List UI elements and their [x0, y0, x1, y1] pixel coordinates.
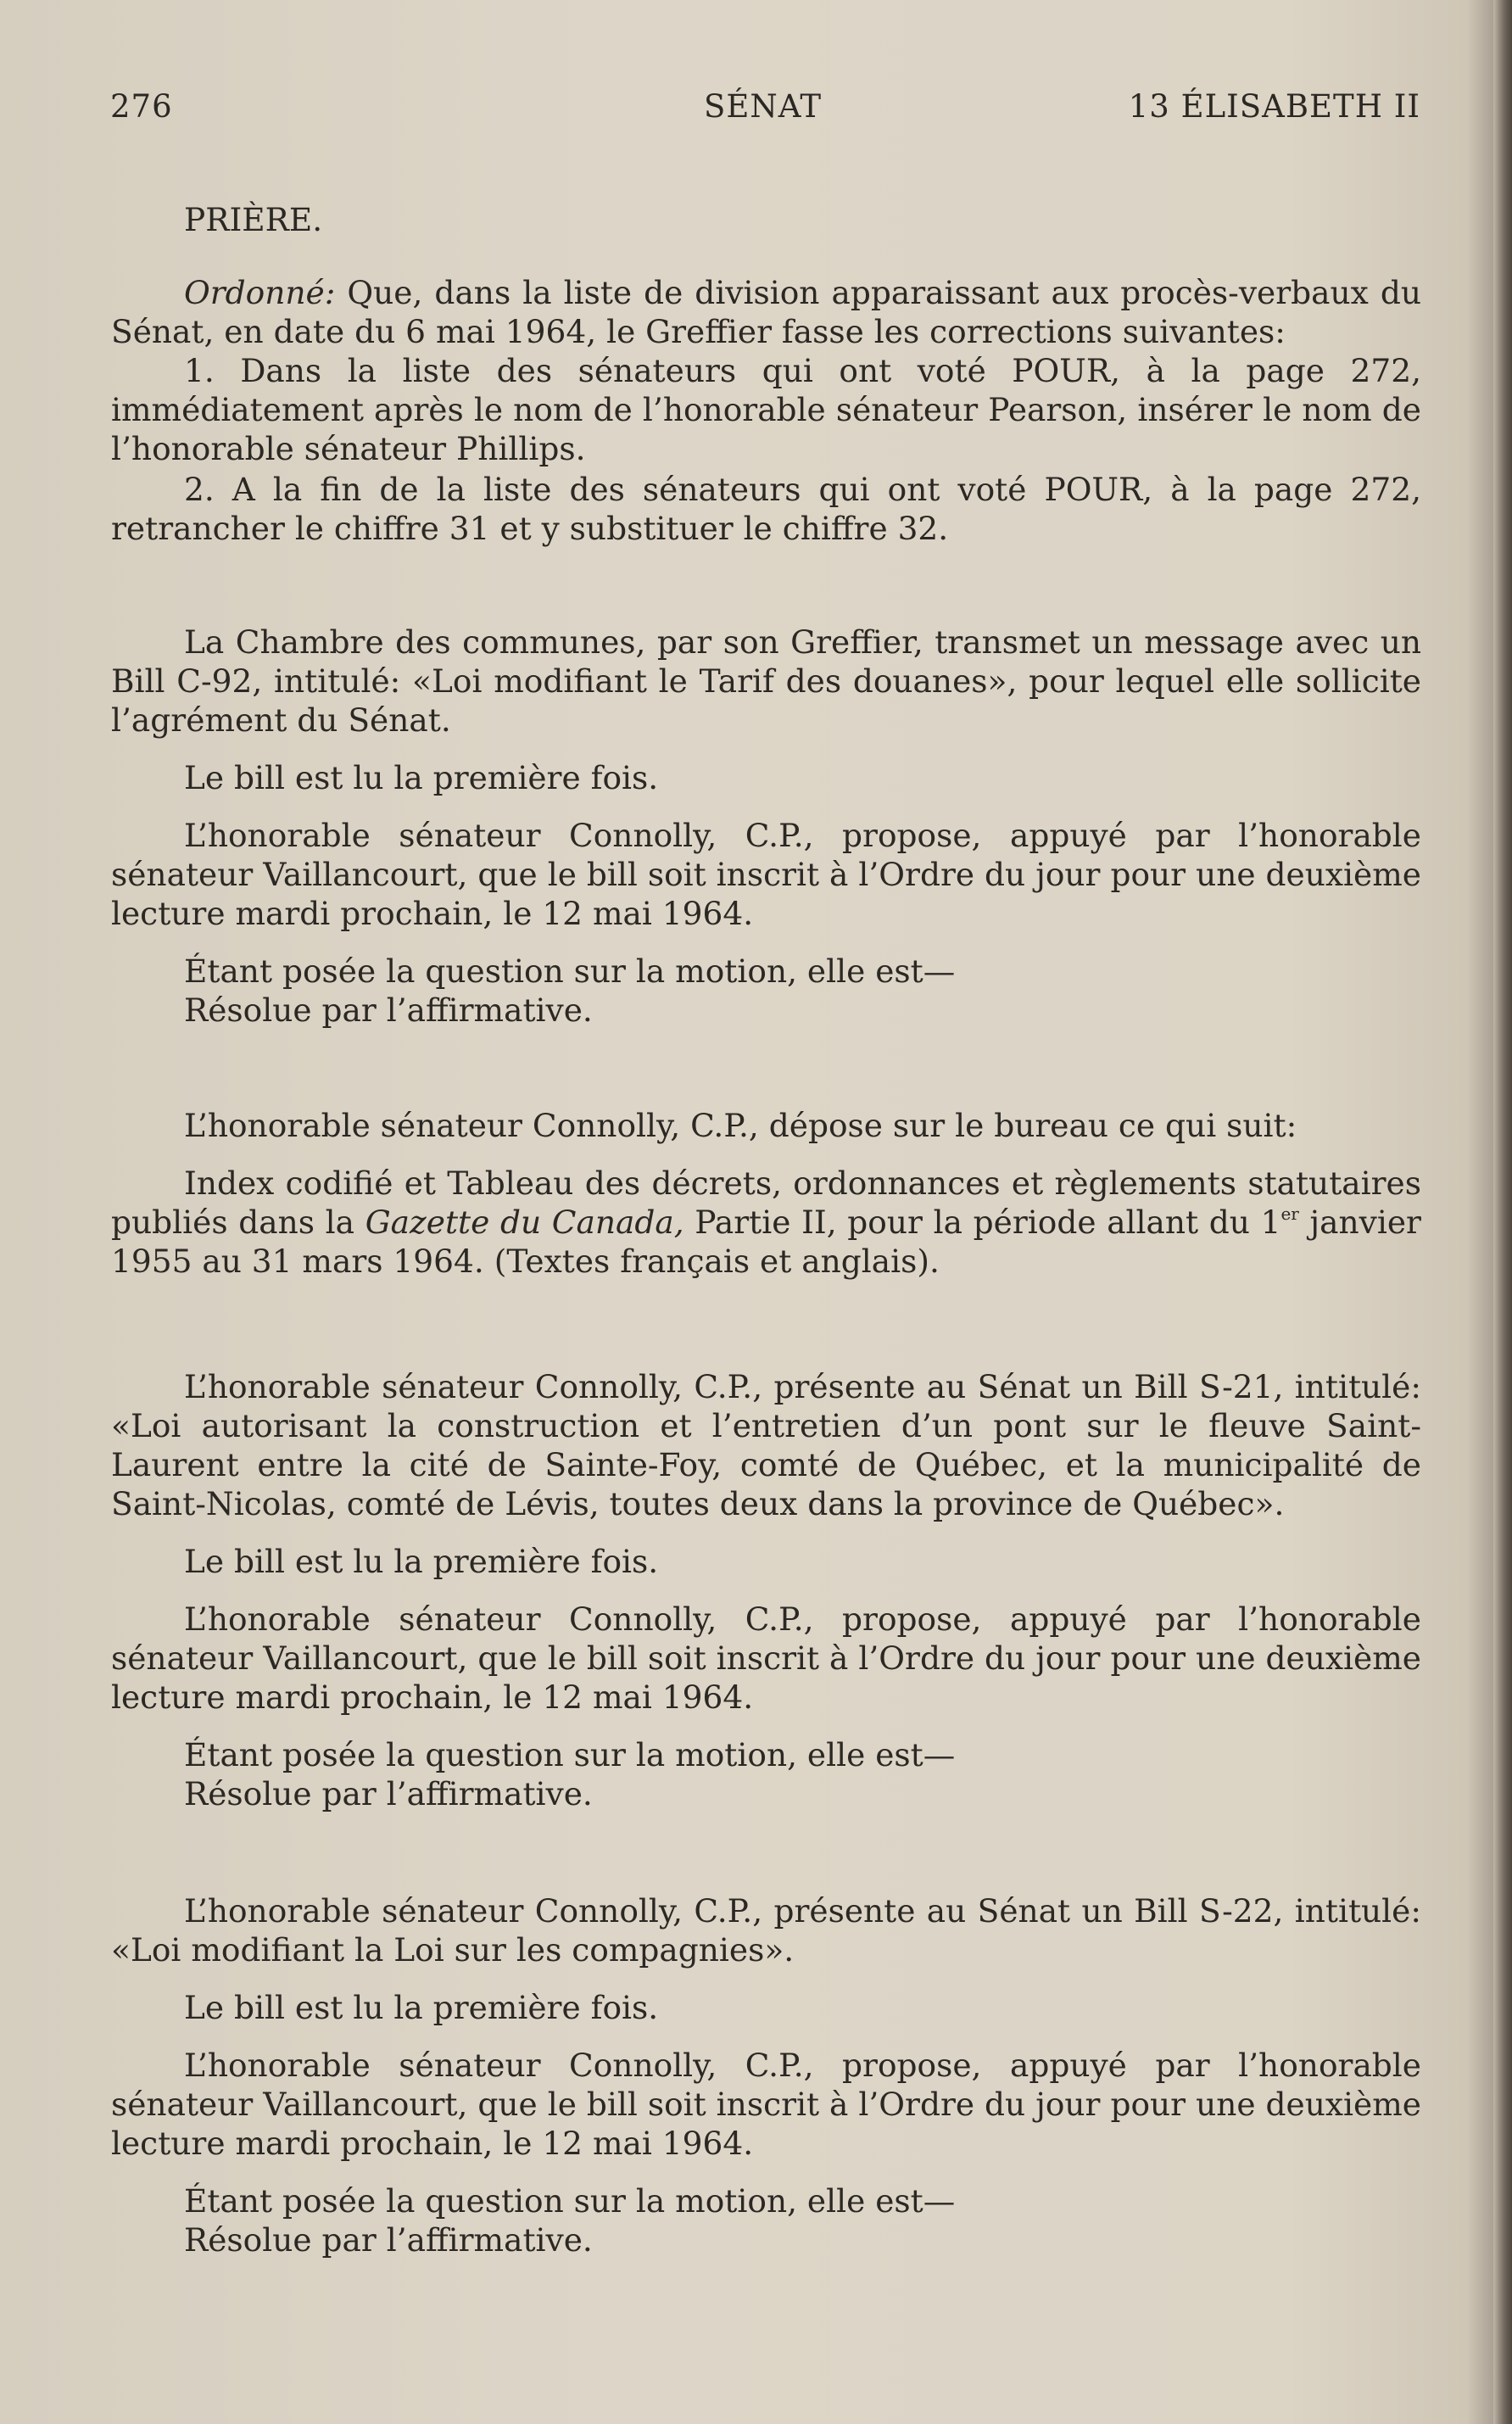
order-paragraph — [111, 273, 1421, 351]
index-text-start: Index codifié et Tableau des décrets, ordonnances et règlements statutaires publiés dans la — [111, 1165, 1421, 1241]
s21-motion: L’honorable sénateur Connolly, C.P., propose, appuyé par l’honorable sénateur Vaillancourt, que le bill soit inscrit à l’Ordre du jour pour une deuxième lecture mardi prochain, le 12 mai 1964. — [111, 1600, 1421, 1716]
header-regnal-year: 13 ÉLISABETH II — [1128, 88, 1420, 125]
tabling-intro: L’honorable sénateur Connolly, C.P., dépose sur le bureau ce qui suit: — [184, 1107, 1297, 1144]
s21-first-reading: Le bill est lu la première fois. — [184, 1543, 659, 1580]
ordinal-suffix: er — [1280, 1204, 1299, 1224]
header-title: SÉNAT — [704, 88, 823, 125]
s22-result: Résolue par l’affirmative. — [184, 2221, 593, 2259]
correction-item-2: 2. A la fin de la liste des sénateurs qui ont voté POUR, à la page 272, retrancher le chiffre 31 et y substituer le chiffre 32. — [111, 471, 1421, 547]
page-body — [111, 200, 1421, 2259]
index-text-middle: Partie II, pour la période allant du 1 — [683, 1204, 1281, 1241]
c92-message: La Chambre des communes, par son Greffier, transmet un message avec un Bill C-92, intitulé: «Loi modifiant le Tarif des douanes», pour lequel elle sollicite l’agrément du Sénat. — [111, 623, 1421, 739]
page-edge-shadow — [1493, 0, 1512, 2424]
gazette-title: Gazette du Canada, — [365, 1204, 684, 1241]
s22-presentation: L’honorable sénateur Connolly, C.P., présente au Sénat un Bill S-22, intitulé: «Loi modifiant la Loi sur les compagnies». — [111, 1892, 1421, 1969]
s21-presentation: L’honorable sénateur Connolly, C.P., présente au Sénat un Bill S-21, intitulé: «Loi autorisant la construction et l’entretien d’un pont sur le fleuve Saint-Laurent entre la cité de Sainte-Foy, comté de Québec, et la municipalité de Saint-Nicolas, comté de Lévis, toutes deux dans la province de Québec». — [111, 1368, 1421, 1522]
prayer-heading: PRIÈRE. — [184, 201, 323, 238]
order-text: Que, dans la liste de division apparaissant aux procès-verbaux du Sénat, en date du 6 mai 1964, le Greffier fasse les corrections suivantes: — [111, 274, 1421, 350]
page-number: 276 — [110, 88, 173, 125]
c92-first-reading: Le bill est lu la première fois. — [184, 759, 659, 796]
c92-motion: L’honorable sénateur Connolly, C.P., propose, appuyé par l’honorable sénateur Vaillancourt, que le bill soit inscrit à l’Ordre du jour pour une deuxième lecture mardi prochain, le 12 mai 1964. — [111, 817, 1421, 932]
s21-result: Résolue par l’affirmative. — [184, 1775, 593, 1812]
running-header — [110, 88, 1420, 131]
c92-question: Étant posée la question sur la motion, elle est— — [184, 952, 956, 990]
s22-motion: L’honorable sénateur Connolly, C.P., propose, appuyé par l’honorable sénateur Vaillancourt, que le bill soit inscrit à l’Ordre du jour pour une deuxième lecture mardi prochain, le 12 mai 1964. — [111, 2047, 1421, 2162]
c92-result: Résolue par l’affirmative. — [184, 991, 593, 1029]
s22-first-reading: Le bill est lu la première fois. — [184, 1989, 659, 2026]
s21-question: Étant posée la question sur la motion, elle est— — [184, 1736, 956, 1773]
s22-question: Étant posée la question sur la motion, elle est— — [184, 2182, 956, 2220]
index-text-end: janvier 1955 au 31 mars 1964. (Textes français et anglais). — [111, 1204, 1421, 1280]
tabling-index — [111, 1164, 1421, 1281]
order-label: Ordonné: — [184, 274, 336, 311]
correction-item-1: 1. Dans la liste des sénateurs qui ont voté POUR, à la page 272, immédiatement après le nom de l’honorable sénateur Pearson, insérer le nom de l’honorable sénateur Phillips. — [111, 352, 1421, 467]
